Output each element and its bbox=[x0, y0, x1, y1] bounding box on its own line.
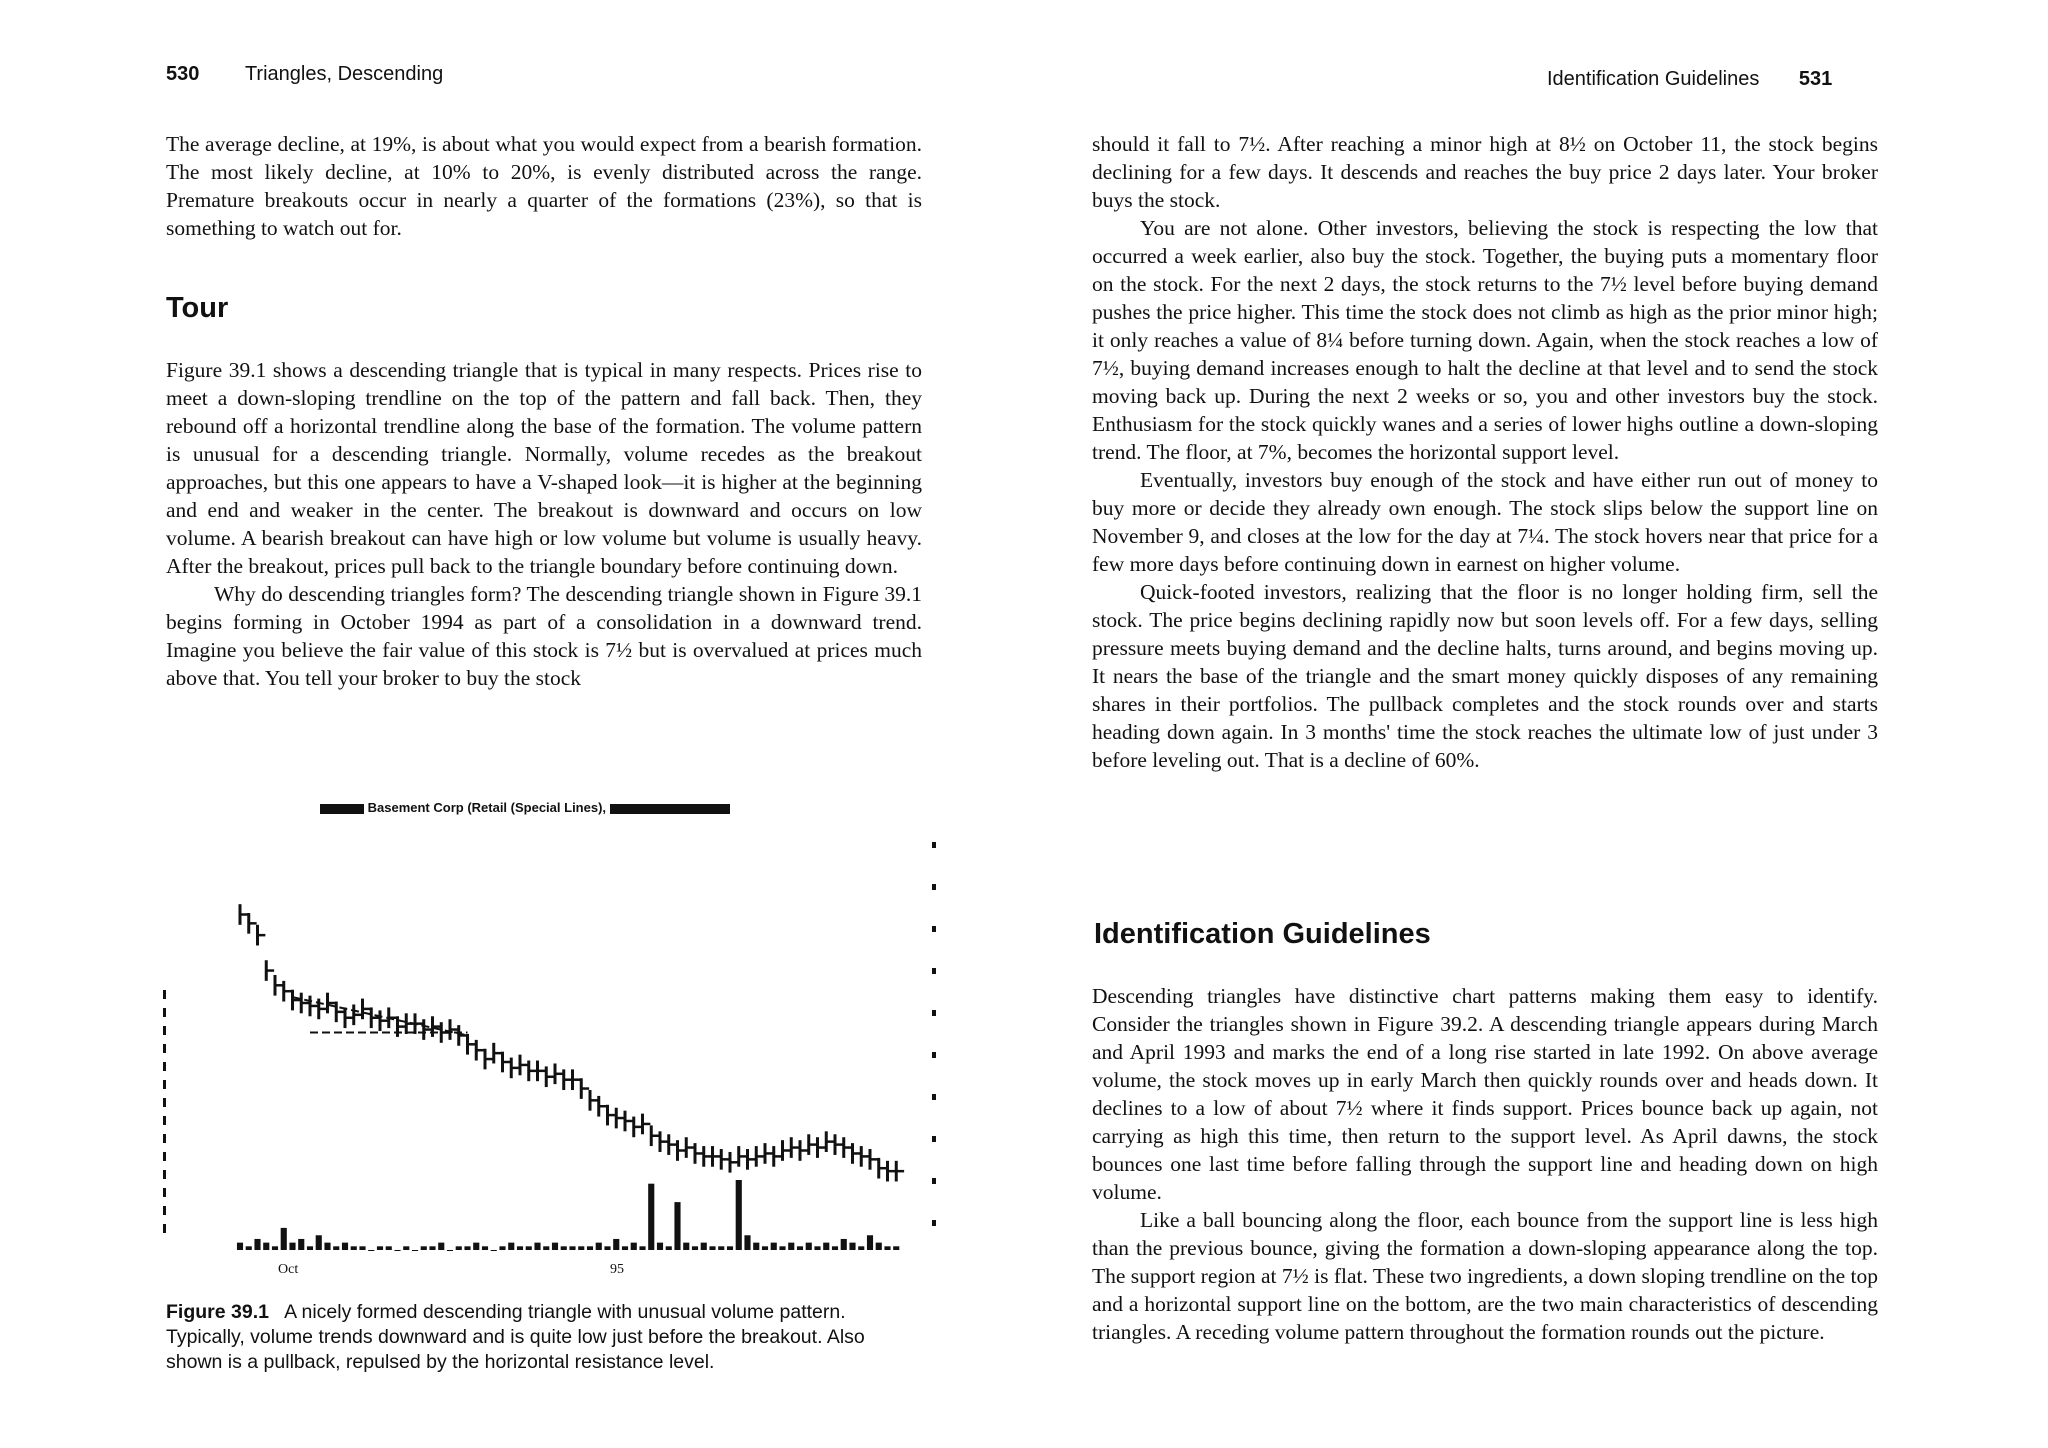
volume-bar bbox=[674, 1202, 680, 1250]
volume-bar bbox=[727, 1246, 733, 1250]
left-axis-tick bbox=[163, 1044, 166, 1053]
identification-paragraph-2: Like a ball bouncing along the floor, each bounce from the support line is less high than the previous bounce, giving the formation a down-sloping appearance along the top. The support region at 7½ is flat. These two ingredients, a down sloping trendline on the top and a horizontal support line on the bottom, are the two main characteristics of descending triangles. A receding volume pattern throughout the formation rounds out the picture. bbox=[1092, 1208, 1878, 1344]
volume-bar bbox=[736, 1180, 742, 1250]
volume-bar bbox=[333, 1246, 339, 1250]
volume-bar bbox=[403, 1246, 409, 1250]
x-axis-label-95: 95 bbox=[610, 1262, 624, 1277]
volume-bar bbox=[482, 1246, 488, 1250]
volume-bar bbox=[359, 1246, 365, 1250]
volume-bar bbox=[639, 1246, 645, 1250]
volume-bar bbox=[876, 1243, 882, 1250]
intro-paragraph-block bbox=[166, 130, 922, 242]
left-axis-tick bbox=[163, 1116, 166, 1125]
identification-text-block bbox=[1092, 982, 1878, 1346]
right-axis-tick bbox=[932, 1052, 936, 1058]
left-axis-tick bbox=[163, 1170, 166, 1179]
figure-caption bbox=[166, 1300, 926, 1375]
tour-heading: Tour bbox=[166, 292, 229, 324]
volume-bar bbox=[263, 1243, 269, 1250]
volume-bar bbox=[246, 1246, 252, 1250]
volume-bar bbox=[823, 1243, 829, 1250]
volume-bar bbox=[771, 1243, 777, 1250]
volume-bar bbox=[596, 1243, 602, 1250]
volume-bar bbox=[543, 1246, 549, 1250]
tour-text-block bbox=[166, 356, 922, 692]
tour-paragraph-1: Figure 39.1 shows a descending triangle that is typical in many respects. Prices rise to meet a down-sloping trendline on the top of the pattern and fall back. Then, they rebound off a horizontal trendline along the base of the formation. The volume pattern is unusual for a descending triangle. Normally, volume recedes as the breakout approaches, but this one appears to have a V-shaped look—it is higher at the beginning and end and weaker in the center. The breakout is downward and occurs on low volume. A bearish breakout can have high or low volume but volume is usually heavy. After the breakout, prices pull back to the triangle boundary before continuing down. bbox=[166, 358, 922, 578]
volume-bar bbox=[517, 1246, 523, 1250]
volume-bar bbox=[613, 1239, 619, 1250]
volume-bar bbox=[412, 1250, 418, 1251]
running-head-left bbox=[166, 63, 443, 86]
right-page bbox=[1024, 0, 2048, 1448]
right-axis-tick bbox=[932, 1220, 936, 1226]
volume-bar bbox=[499, 1246, 505, 1250]
volume-bar bbox=[316, 1235, 322, 1250]
volume-bar bbox=[254, 1239, 260, 1250]
volume-bar bbox=[814, 1246, 820, 1250]
volume-bar bbox=[438, 1243, 444, 1250]
page-number-right: 531 bbox=[1798, 68, 1833, 90]
right-paragraph-2: You are not alone. Other investors, believing the stock is respecting the low that occurred a week earlier, also buy the stock. Together, the buying puts a momentary floor on the stock. For the next 2 days, the stock returns to the 7½ level before buying demand pushes the price higher. This time the stock does not climb as high as the prior minor high; it only reaches a value of 8¼ before turning down. Again, when the stock reaches a low of 7½, buying demand increases enough to halt the decline at that level and to send the stock moving back up. During the next 2 weeks or so, you and other investors buy the stock. Enthusiasm for the stock quickly wanes and a series of lower highs outline a down-sloping trend. The floor, at 7%, becomes the horizontal support level. bbox=[1092, 216, 1878, 464]
page-number-left: 530 bbox=[166, 63, 200, 85]
volume-bar bbox=[368, 1250, 374, 1251]
volume-bar bbox=[456, 1246, 462, 1250]
volume-bar bbox=[683, 1243, 689, 1250]
left-axis-ticks bbox=[163, 990, 166, 1233]
left-axis-tick bbox=[163, 1152, 166, 1161]
identification-paragraph-1: Descending triangles have distinctive chart patterns making them easy to identify. Consider the triangles shown in Figure 39.2. A descending triangle appears during March and April 1993 and marks the end of a long rise started in late 1992. On above average volume, the stock moves up in early March then quickly rounds over and heads down. It declines to a low of about 7½ where it finds support. Prices bounce back up again, not carrying as high this time, then return to the support level. As April dawns, the stock bounces one last time before falling through the support line and heading down on high volume. bbox=[1092, 984, 1878, 1204]
volume-bar bbox=[386, 1246, 392, 1250]
right-axis-tick bbox=[932, 1136, 936, 1142]
volume-bar bbox=[858, 1246, 864, 1250]
volume-bar bbox=[604, 1246, 610, 1250]
right-axis-tick bbox=[932, 1094, 936, 1100]
volume-bar bbox=[307, 1246, 313, 1250]
left-axis-tick bbox=[163, 990, 166, 999]
left-axis-tick bbox=[163, 1224, 166, 1233]
volume-bar bbox=[526, 1246, 532, 1250]
left-axis-tick bbox=[163, 1062, 166, 1071]
volume-bar bbox=[464, 1246, 470, 1250]
figure-title bbox=[320, 800, 730, 815]
volume-bar bbox=[701, 1243, 707, 1250]
volume-bar bbox=[377, 1246, 383, 1250]
volume-bar bbox=[657, 1243, 663, 1250]
right-axis-tick bbox=[932, 842, 936, 848]
volume-bar bbox=[788, 1243, 794, 1250]
running-head-title-right: Identification Guidelines bbox=[1547, 68, 1760, 90]
volume-bar bbox=[351, 1246, 357, 1250]
volume-bar bbox=[744, 1235, 750, 1250]
volume-bar bbox=[631, 1243, 637, 1250]
volume-bar bbox=[806, 1243, 812, 1250]
volume-bar bbox=[272, 1246, 278, 1250]
volume-bar bbox=[473, 1243, 479, 1250]
volume-bar bbox=[421, 1246, 427, 1250]
volume-bar bbox=[429, 1246, 435, 1250]
right-axis-tick bbox=[932, 1178, 936, 1184]
volume-bar bbox=[508, 1243, 514, 1250]
right-axis-tick bbox=[932, 968, 936, 974]
volume-bar bbox=[779, 1246, 785, 1250]
figure-title-text: Basement Corp (Retail (Special Lines), bbox=[367, 800, 607, 815]
volume-bar bbox=[867, 1235, 873, 1250]
right-paragraph-4: Quick-footed investors, realizing that the floor is no longer holding firm, sell the stock. The price begins declining rapidly now but soon levels off. For a few days, selling pressure meets buying demand and the decline halts, turns around, and begins moving up. It nears the base of the triangle and the smart money quickly disposes of any remaining shares in their portfolios. The pullback completes and the stock rounds over and starts heading down again. In 3 months' time the stock reaches the ultimate low of just under 3 before leveling out. That is a decline of 60%. bbox=[1092, 580, 1878, 772]
left-axis-tick bbox=[163, 1188, 166, 1197]
volume-bar bbox=[762, 1246, 768, 1250]
left-axis-tick bbox=[163, 1026, 166, 1035]
volume-bar bbox=[666, 1246, 672, 1250]
volume-bar bbox=[281, 1228, 287, 1250]
scan-artifact bbox=[610, 804, 730, 814]
volume-bar bbox=[298, 1239, 304, 1250]
x-axis-label-oct: Oct bbox=[278, 1262, 299, 1277]
volume-bar bbox=[324, 1243, 330, 1250]
volume-bar bbox=[893, 1246, 899, 1250]
volume-bar bbox=[394, 1250, 400, 1251]
right-paragraph-1: should it fall to 7½. After reaching a minor high at 8½ on October 11, the stock begins declining for a few days. It descends and reaches the buy price 2 days later. Your broker buys the stock. bbox=[1092, 132, 1878, 212]
volume-bar bbox=[841, 1239, 847, 1250]
volume-bar bbox=[342, 1243, 348, 1250]
tour-paragraph-2: Why do descending triangles form? The descending triangle shown in Figure 39.1 begins forming in October 1994 as part of a consolidation in a downward trend. Imagine you believe the fair value of this stock is 7½ but is overvalued at prices much above that. You tell your broker to buy the stock bbox=[166, 582, 922, 690]
volume-bar bbox=[648, 1184, 654, 1250]
right-axis-tick bbox=[932, 926, 936, 932]
right-text-block bbox=[1092, 130, 1878, 774]
volume-bar bbox=[753, 1243, 759, 1250]
figure-caption-text: A nicely formed descending triangle with unusual volume pattern. Typically, volume trends downward and is quite low just before the breakout. Also shown is a pullback, repulsed by the horizontal resistance level. bbox=[166, 1301, 865, 1373]
volume-bar bbox=[832, 1246, 838, 1250]
volume-bar bbox=[578, 1246, 584, 1250]
identification-heading: Identification Guidelines bbox=[1094, 918, 1431, 950]
volume-bar bbox=[587, 1246, 593, 1250]
volume-bar bbox=[289, 1243, 295, 1250]
volume-bar bbox=[569, 1246, 575, 1250]
left-axis-tick bbox=[163, 1008, 166, 1017]
left-axis-tick bbox=[163, 1080, 166, 1089]
volume-bar bbox=[718, 1246, 724, 1250]
left-axis-tick bbox=[163, 1134, 166, 1143]
volume-bar bbox=[447, 1250, 453, 1251]
volume-bar bbox=[622, 1246, 628, 1250]
volume-bar bbox=[709, 1246, 715, 1250]
right-axis-tick bbox=[932, 884, 936, 890]
right-axis-tick bbox=[932, 1010, 936, 1016]
volume-bar bbox=[552, 1243, 558, 1250]
running-head-title-left: Triangles, Descending bbox=[244, 63, 444, 85]
price-volume-chart bbox=[155, 820, 945, 1260]
volume-bar bbox=[561, 1246, 567, 1250]
scan-artifact bbox=[320, 804, 364, 814]
intro-paragraph: The average decline, at 19%, is about what you would expect from a bearish formation. The most likely decline, at 10% to 20%, is evenly distributed across the range. Premature breakouts occur in nearly a quarter of the formations (23%), so that is something to watch out for. bbox=[166, 132, 922, 240]
running-head-right bbox=[1547, 68, 1832, 91]
volume-bar bbox=[491, 1250, 497, 1251]
volume-bar bbox=[237, 1243, 243, 1250]
volume-bar bbox=[692, 1246, 698, 1250]
right-paragraph-3: Eventually, investors buy enough of the stock and have either run out of money to buy more or decide they already own enough. The stock slips below the support line on November 9, and closes at the low for the day at 7¼. The stock hovers near that price for a few more days before continuing down in earnest on higher volume. bbox=[1092, 468, 1878, 576]
price-bars bbox=[240, 904, 904, 1181]
volume-bar bbox=[884, 1246, 890, 1250]
volume-bars bbox=[237, 1180, 899, 1251]
left-axis-tick bbox=[163, 1206, 166, 1215]
volume-bar bbox=[534, 1243, 540, 1250]
volume-bar bbox=[849, 1243, 855, 1250]
volume-bar bbox=[797, 1246, 803, 1250]
figure-caption-label: Figure 39.1 bbox=[166, 1301, 269, 1323]
left-axis-tick bbox=[163, 1098, 166, 1107]
right-axis-ticks bbox=[932, 842, 936, 1226]
